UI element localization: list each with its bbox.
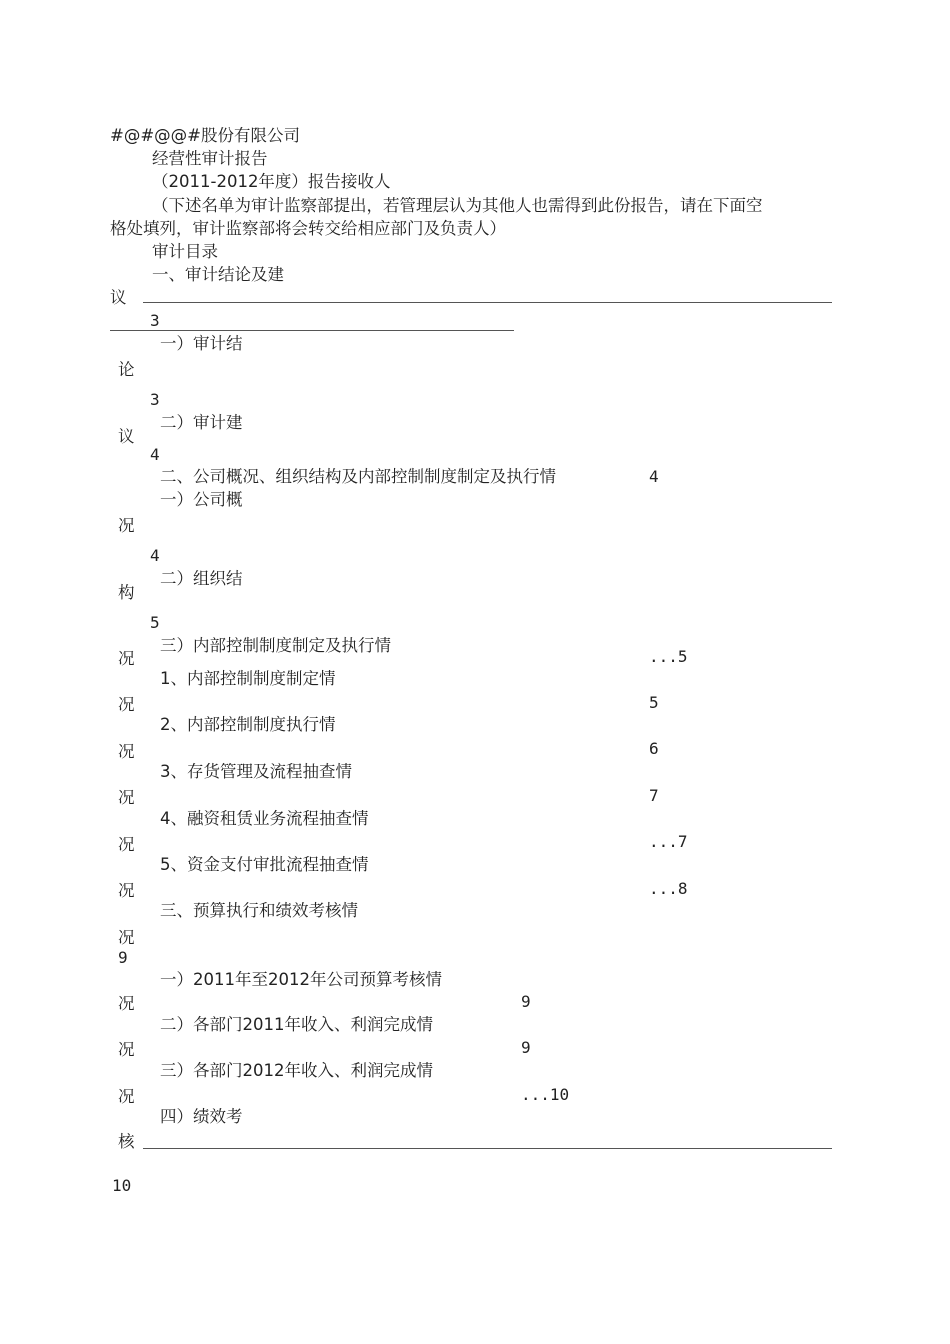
toc-title: 审计目录	[152, 242, 218, 261]
toc-entry-tail: 况	[118, 928, 135, 947]
toc-page-number: ...10	[521, 1085, 570, 1104]
toc-page-number: 4	[649, 467, 659, 486]
toc-entry-label: 5、资金支付审批流程抽查情	[160, 855, 369, 874]
toc-entry-tail: 况	[118, 1040, 135, 1059]
toc-page-number: 5	[150, 613, 160, 632]
toc-entry-label: 一）公司概	[160, 490, 243, 509]
toc-entry-label: 二、公司概况、组织结构及内部控制制度制定及执行情	[160, 467, 556, 486]
toc-page-number: 10	[112, 1176, 132, 1195]
toc-entry-tail: 况	[118, 788, 135, 807]
company-name: #@#@@#股份有限公司	[110, 126, 300, 145]
recipients-note-line-2: 格处填列，审计监察部将会转交给相应部门及负责人）	[110, 219, 506, 238]
toc-entry-tail: 况	[118, 881, 135, 900]
toc-entry-label: 四）绩效考	[160, 1107, 243, 1126]
toc-entry-label: 二）各部门2011年收入、利润完成情	[160, 1015, 433, 1034]
toc-page-number: 5	[649, 693, 659, 712]
toc-entry-tail: 况	[118, 742, 135, 761]
toc-page-number: 6	[649, 739, 659, 758]
toc-entry-tail: 况	[118, 516, 135, 535]
toc-entry-label: 一）2011年至2012年公司预算考核情	[160, 970, 442, 989]
toc-page-number: ...5	[649, 647, 688, 666]
recipients-heading: （2011-2012年度）报告接收人	[152, 172, 391, 191]
toc-page-number: 3	[150, 390, 160, 409]
toc-entry-tail: 核	[118, 1132, 135, 1151]
toc-entry-label: 三、预算执行和绩效考核情	[160, 901, 358, 920]
toc-entry-label: 1、内部控制制度制定情	[160, 669, 336, 688]
toc-page-number: ...8	[649, 879, 688, 898]
toc-entry-label: 3、存货管理及流程抽查情	[160, 762, 352, 781]
toc-page-number: 7	[649, 786, 659, 805]
toc-entry-label: 二）组织结	[160, 569, 243, 588]
toc-entry-tail: 议	[118, 427, 135, 446]
dotted-leader-line	[143, 302, 832, 303]
toc-entry-label: 4、融资租赁业务流程抽查情	[160, 809, 369, 828]
toc-page-number: 9	[521, 1038, 531, 1057]
toc-entry-tail: 议	[110, 288, 127, 307]
toc-entry-label: 三）各部门2012年收入、利润完成情	[160, 1061, 433, 1080]
toc-entry-tail: 况	[118, 835, 135, 854]
toc-entry-label: 三）内部控制制度制定及执行情	[160, 636, 391, 655]
recipients-note-line-1: （下述名单为审计监察部提出，若管理层认为其他人也需得到此份报告，请在下面空	[152, 196, 763, 215]
toc-entry-tail: 况	[118, 994, 135, 1013]
dotted-leader-line	[143, 1148, 832, 1149]
toc-page-number: ...7	[649, 832, 688, 851]
toc-entry-label: 2、内部控制制度执行情	[160, 715, 336, 734]
dotted-leader-line	[110, 330, 514, 331]
toc-entry-label: 二）审计建	[160, 413, 243, 432]
toc-page-number: 4	[150, 445, 160, 464]
toc-page-number: 9	[118, 948, 128, 967]
toc-entry-tail: 况	[118, 1087, 135, 1106]
toc-page-number: 4	[150, 546, 160, 565]
toc-entry-tail: 况	[118, 695, 135, 714]
toc-page-number: 9	[521, 992, 531, 1011]
toc-entry-label: 一）审计结	[160, 334, 243, 353]
toc-entry-label: 一、审计结论及建	[152, 265, 284, 284]
toc-page-number: 3	[150, 311, 160, 330]
toc-entry-tail: 论	[118, 360, 135, 379]
toc-entry-tail: 构	[118, 583, 135, 602]
toc-entry-tail: 况	[118, 649, 135, 668]
report-title: 经营性审计报告	[152, 149, 268, 168]
